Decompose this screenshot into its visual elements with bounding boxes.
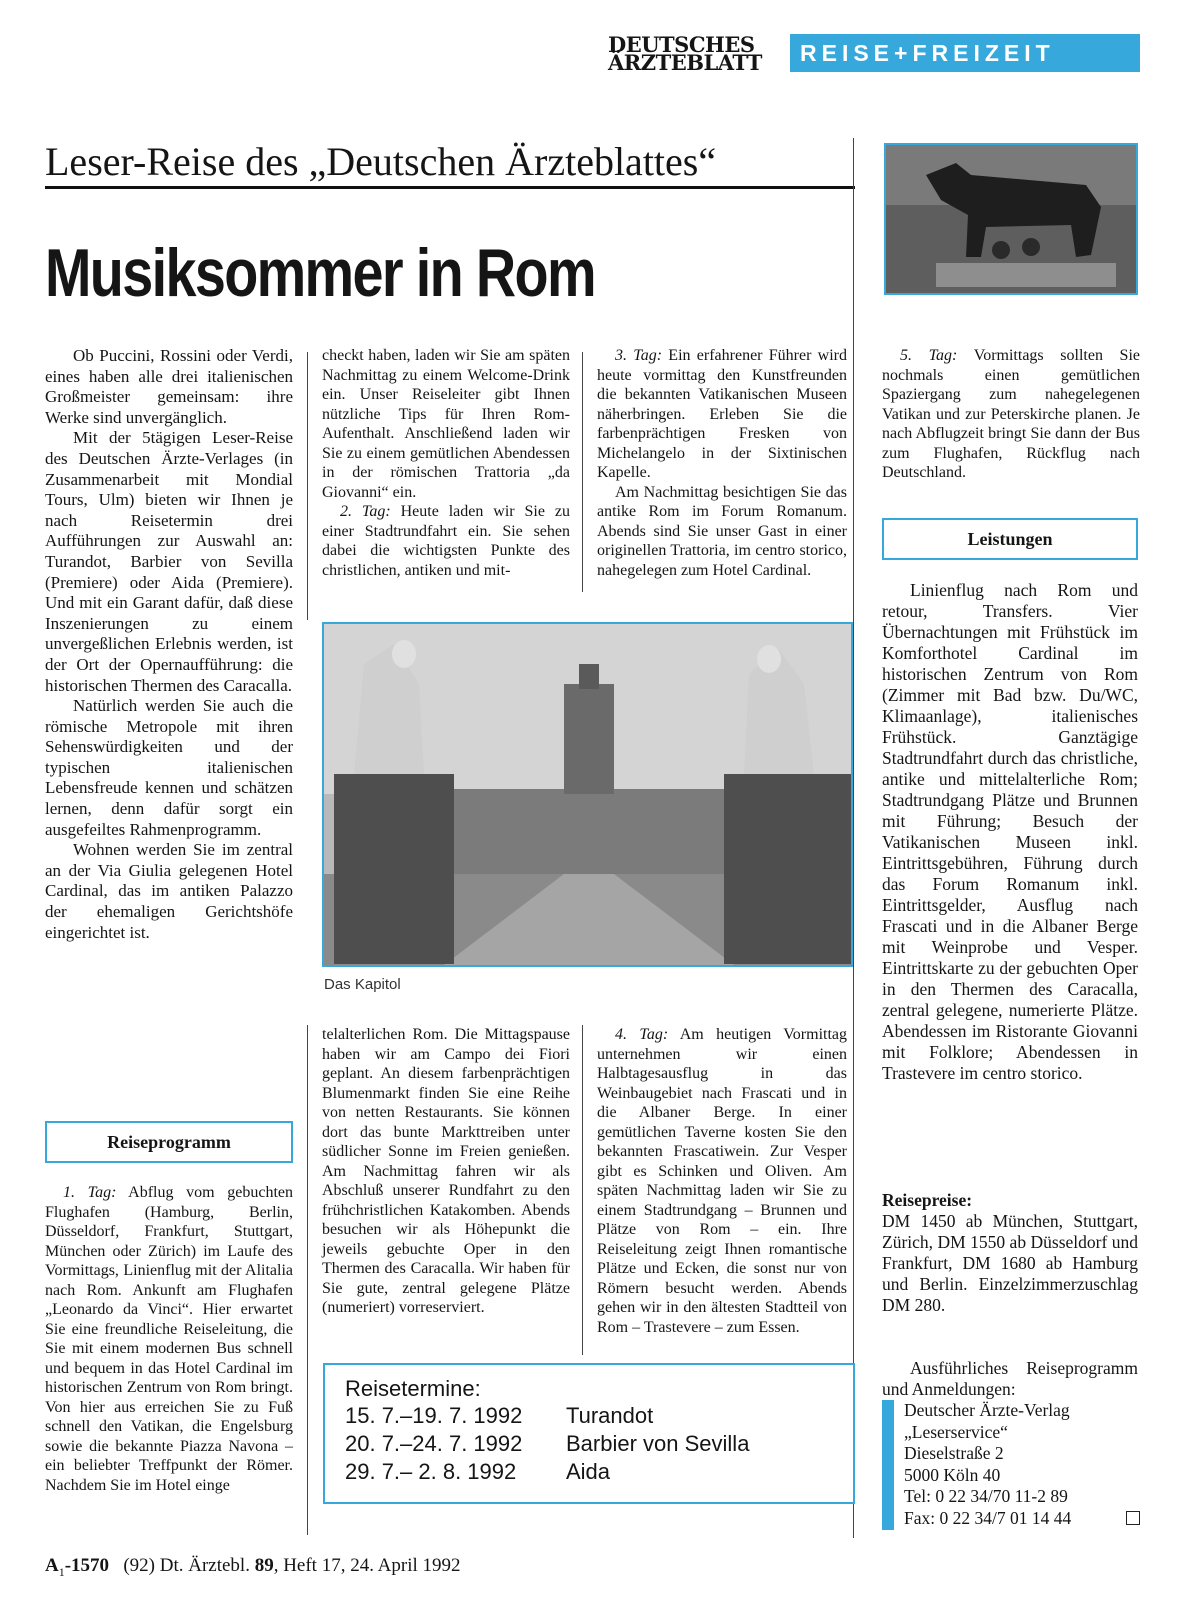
termin-opera: Turandot	[566, 1403, 654, 1428]
kicker-title: Leser-Reise des „Deutschen Ärzteblattes“	[45, 138, 855, 189]
day2-continuation: telalterlichen Rom. Die Mittagspause haben wir am Campo dei Fiori geplant. An diesem farbenprächtigen Blumenmarkt finden Sie eine Reihe von netten Restaurants. Sie können dort das bunte Markttreiben unter südlicher Sonne im Freien genießen. Am Nachmittag fahren wir als Abschluß unserer Rundfahrt zu den frühchristlichen Katakomben. Abends besuchen wir als Höhepunkt die jeweils gebuchte Oper in den Thermen des Caracalla. Wir haben für Sie gute, zentral gelegene Plätze (numeriert) vorreserviert.	[322, 1026, 570, 1316]
info-intro: Ausführliches Reiseprogramm und Anmeldungen:	[882, 1358, 1138, 1399]
kapitol-photo	[322, 622, 853, 967]
termin-row	[345, 1458, 853, 1486]
address-block	[904, 1400, 1134, 1529]
intro-paragraph: Mit der 5tägigen Leser-Reise des Deutschen Ärzte-Verlages (in Zusammenarbeit mit Mondial Tours, Ulm) bieten wir Ihnen je nach Reisetermin drei Aufführungen zur Auswahl an: Turandot, Barbier von Sevilla (Premiere) oder Aida (Premiere). Und mit ein Garant dafür, daß diese Inszenierungen zu einem unvergeßlichen Erlebnis werden, ist der Ort der Opernaufführung: die historischen Thermen des Caracalla.	[45, 428, 293, 695]
masthead-line1: DEUTSCHES	[608, 32, 755, 57]
termin-row	[345, 1402, 853, 1430]
page-footer	[45, 1555, 461, 1580]
day3-label: 3. Tag:	[615, 347, 663, 364]
intro-paragraph: Wohnen werden Sie im zentral an der Via Giulia gelegenen Hotel Cardinal, das im antiken Palazzo der ehemaligen Gerichtshöfe eingerichtet ist.	[45, 840, 293, 942]
intro-paragraph: Ob Puccini, Rossini oder Verdi, eines haben alle drei italienischen Großmeister gemeinsam: ihre Werke sind unvergänglich.	[45, 346, 293, 427]
leistungen-text-block	[882, 580, 1138, 1084]
leistungen-heading: Leistungen	[882, 518, 1138, 560]
address-accent-bar	[882, 1400, 894, 1530]
day2-label: 2. Tag:	[340, 503, 391, 520]
day5-label: 5. Tag:	[900, 347, 958, 364]
day5-text: Vormittags sollten Sie nochmals einen gemütlichen Spaziergang zum nahegelegenen Vatikan und zur Peterskirche planen. Je nach Abflugzeit bringt Sie dann der Bus zum Flughafen, Rückflug nach Deutschland.	[882, 347, 1141, 481]
column3-bottom	[597, 1025, 847, 1337]
reisepreise-label: Reisepreise:	[882, 1190, 973, 1210]
photo-caption: Das Kapitol	[324, 976, 401, 993]
masthead-line2: ÄRZTEBLATT	[608, 50, 762, 75]
statue-photo	[884, 143, 1138, 295]
intro-column	[45, 346, 293, 943]
day3-afternoon: Am Nachmittag besichtigen Sie das antike Rom im Forum Romanum. Abends sind Sie unser Gast in einer originellen Trattoria, im centro storico, nahegelegen zum Hotel Cardinal.	[597, 483, 847, 579]
section-rubric: REISE+FREIZEIT	[790, 34, 1140, 72]
day1-text: Abflug vom gebuchten Flughafen (Hamburg, Berlin, Düsseldorf, Frankfurt, Stuttgart, München oder Zürich) im Laufe des Vormittags, Linienflug mit der Alitalia nach Rom. Ankunft am Flughafen „Leonardo da Vinci“. Hier erwartet Sie eine freundliche Reiseleitung, die Sie mit einem modernen Bus schnell und bequem in das Hotel Cardinal im historischen Zentrum von Rom bringt. Von hier aus erreichen Sie zu Fuß schnell den Vatikan, die Engelsburg sowie die bekannte Piazza Navona – ein beliebter Treffpunkt der Römer. Nachdem Sie im Hotel einge	[45, 1184, 293, 1494]
termin-opera: Barbier von Sevilla	[566, 1431, 750, 1456]
footer-code: $A_1-1570$	[45, 1555, 110, 1579]
address-line: Dieselstraße 2	[904, 1443, 1004, 1463]
termin-row	[345, 1430, 853, 1458]
day2-text: Heute laden wir Sie zu einer Stadtrundfahrt ein. Sie sehen dabei die wichtigsten Punkte des christlichen, antiken und mit-	[322, 503, 570, 579]
reisetermine-box	[323, 1363, 855, 1504]
reisepreise-text: DM 1450 ab München, Stuttgart, Zürich, DM 1550 ab Düsseldorf und Frankfurt, DM 1680 ab Hamburg und Berlin. Einzelzimmerzuschlag DM 280.	[882, 1211, 1138, 1315]
footer-journal: Dt. Ärztebl.	[159, 1555, 250, 1576]
footer-page: (92)	[123, 1555, 155, 1576]
day3-text: Ein erfahrener Führer wird heute vormittag den Kunstfreunden die bekannten Vatikanischen Museen näherbringen. Erleben Sie die farbenprächtigen Fresken von Michelangelo in der Sixtinischen Kapelle.	[597, 347, 848, 481]
footer-issue: , Heft 17, 24. April 1992	[273, 1555, 461, 1576]
address-line: „Leserservice“	[904, 1421, 1008, 1442]
address-line: 5000 Köln 40	[904, 1464, 1001, 1485]
reisepreise-block	[882, 1190, 1138, 1316]
termin-date: 15. 7.–19. 7. 1992	[345, 1403, 523, 1428]
address-line: Tel: 0 22 34/70 11-2 89	[904, 1486, 1068, 1506]
termin-opera: Aida	[566, 1459, 611, 1484]
column2-top	[322, 346, 570, 580]
reiseprogramm-heading: Reiseprogramm	[45, 1121, 293, 1163]
day4-label: 4. Tag:	[615, 1026, 669, 1043]
address-line: Fax: 0 22 34/7 01 14 44	[904, 1507, 1072, 1528]
column2-bottom	[322, 1025, 570, 1318]
intro-paragraph: Natürlich werden Sie auch die römische Metropole mit ihren Sehenswürdigkeiten und der typischen italienischen Lebensfreude kennen und schätzen lernen, denn dafür sorgt ein ausgefeiltes Rahmenprogramm.	[45, 696, 293, 839]
day1-label: 1. Tag:	[63, 1184, 117, 1201]
info-block	[882, 1358, 1138, 1400]
day1-column	[45, 1183, 293, 1495]
leistungen-text: Linienflug nach Rom und retour, Transfers. Vier Übernachtungen mit Frühstück im Komforthotel Cardinal im historischen Zentrum von Rom (Zimmer mit Bad bzw. Du/WC, Klimaanlage), italienisches Frühstück. Ganztägige Stadtrundfahrt durch das christliche, antike und mittelalterliche Rom; Stadtrundgang Plätze und Brunnen mit Führung; Besuch der Vatikanischen Museen inkl. Eintrittsgebühren, Führung durch das Forum Romanum inkl. Eintrittsgelder, Ausflug nach Frascati und in die Albaner Berge mit Weinprobe und Vesper. Eintrittskarte zu der gebuchten Oper in den Thermen des Caracalla, zentral gelegene, numerierte Plätze. Abendessen im Ristorante Giovanni mit Folklore; Abendessen in Trastevere im centro storico.	[882, 580, 1138, 1083]
termin-date: 20. 7.–24. 7. 1992	[345, 1431, 523, 1456]
address-line: Deutscher Ärzte-Verlag	[904, 1400, 1070, 1420]
reisetermine-label: Reisetermine:	[345, 1376, 481, 1401]
footer-volume: 89	[254, 1555, 274, 1576]
day4-text: Am heutigen Vormittag unternehmen wir einen Halbtagesausflug in das Weinbaugebiet nach Frascati und in die Albaner Berge. In einer gemütlichen Taverne kosten Sie den bekannten Frascatiwein. Zur Vesper gibt es Schinken und Oliven. Am späten Nachmittag laden wir Sie zu einem Stadtrundgang – Brunnen und Plätze von Rom – ein. Ihre Reiseleitung zeigt Ihnen romantische Plätze und Ecken, die sonst nur von Römern besucht werden. Abends gehen wir in den ältesten Stadtteil von Rom – Trastevere – zum Essen.	[597, 1026, 848, 1336]
column4-top	[882, 346, 1140, 483]
termin-date: 29. 7.– 2. 8. 1992	[345, 1459, 517, 1484]
end-mark-box	[1126, 1511, 1140, 1525]
column3-top	[597, 346, 847, 580]
masthead-logo	[608, 32, 776, 75]
page-title: Musiksommer in Rom	[45, 235, 595, 311]
day1-continuation: checkt haben, laden wir Sie am späten Nachmittag zu einem Welcome-Drink ein. Unser Reiseleiter gibt Ihnen nützliche Tips für Ihren Rom-Aufenthalt. Anschließend laden wir Sie zu einem gemütlichen Abendessen in der römischen Trattoria „da Giovanni“ ein.	[322, 347, 570, 501]
